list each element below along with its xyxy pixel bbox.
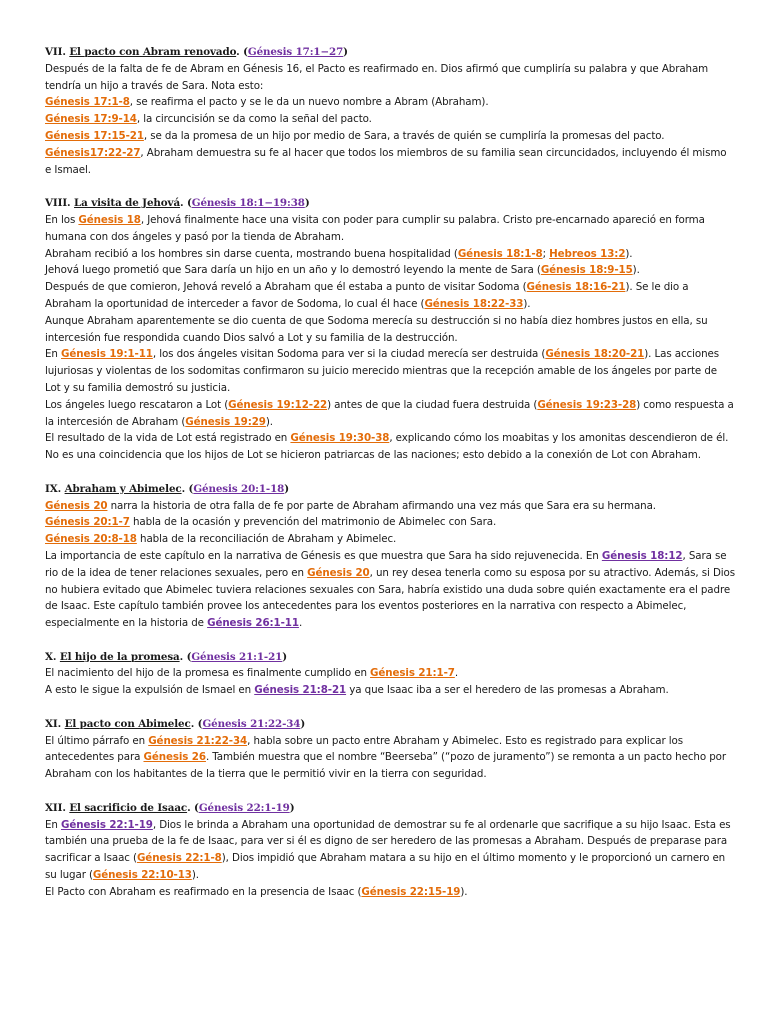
paragraph <box>45 548 735 632</box>
bible-reference-link[interactable]: Génesis 18:22-33 <box>424 297 524 310</box>
text-run: , se da la promesa de un hijo por medio de Sara, a través de quién se cumpliría la promesas del pacto. <box>143 129 665 142</box>
paragraph <box>45 246 735 263</box>
section-reference-link[interactable]: Génesis 21:1-21 <box>191 650 283 663</box>
bible-reference-link[interactable]: Génesis 18:1-8 <box>457 247 543 260</box>
section-title: X. El hijo de la promesa. (Génesis 21:1-21) <box>45 650 288 663</box>
text-run: Abraham recibió a los hombres sin darse cuenta, mostrando buena hospitalidad ( <box>45 247 458 260</box>
paragraph <box>45 884 735 901</box>
paragraph <box>45 430 735 464</box>
bible-reference-link[interactable]: Génesis 18 <box>78 213 141 226</box>
bible-reference-link[interactable]: Génesis 17:1-8 <box>45 96 130 109</box>
text-run: , Sara se rio de la idea de tener relaciones sexuales, pero en <box>45 549 727 579</box>
text-run: , habla sobre un pacto entre Abraham y Abimelec. Esto es registrado para explicar los antecedentes para <box>45 734 683 764</box>
bible-reference-link[interactable]: Génesis 17:9-14 <box>45 113 137 126</box>
paragraph <box>45 498 735 515</box>
paragraph <box>45 733 735 783</box>
section-name: El pacto con Abram renovado <box>69 46 237 58</box>
bible-reference-link[interactable]: Génesis 20 <box>307 566 370 579</box>
section-name: El hijo de la promesa <box>59 650 180 663</box>
text-run: Jehová luego prometió que Sara daría un hijo en un año y lo demostró leyendo la mente de Sara ( <box>45 264 541 277</box>
section-name: El pacto con Abimelec <box>64 717 191 730</box>
text-run: . También muestra que el nombre “Beerseba” (“pozo de juramento”) se remonta a un pacto hecho por Abraham con los habitantes de la tierra que le permitió vivir en la tierra con seguridad. <box>45 751 726 781</box>
text-run: ; <box>542 247 550 260</box>
text-run: , la circuncisión se da como la señal del pacto. <box>136 113 372 126</box>
section-reference-link[interactable]: Génesis 21:22-34 <box>202 717 301 730</box>
section-title: XI. El pacto con Abimelec. (Génesis 21:22-34) <box>45 717 306 730</box>
bible-reference-link[interactable]: Génesis 21:1-7 <box>370 667 455 680</box>
text-run: El Pacto con Abraham es reafirmado en la presencia de Isaac ( <box>45 885 362 898</box>
paragraph <box>45 262 735 279</box>
text-run: ). <box>625 247 633 260</box>
text-run: ya que Isaac iba a ser el heredero de las promesas a Abraham. <box>346 684 669 697</box>
section-number: VIII. <box>45 197 71 210</box>
bible-reference-link[interactable]: Génesis 22:1-8 <box>136 852 222 865</box>
text-run: ). <box>265 415 273 428</box>
text-run: ) antes de que la ciudad fuera destruida ( <box>327 398 538 411</box>
text-run: habla de la reconciliación de Abraham y Abimelec. <box>136 533 397 546</box>
text-run: Aunque Abraham aparentemente se dio cuenta de que Sodoma merecía su destrucción si no había diez hombres justos en ella, su intercesión fue respondida cuando Dios salvó a Lot y su familia de la destrucción. <box>45 314 708 344</box>
bible-reference-link[interactable]: Génesis 22:10-13 <box>92 869 192 882</box>
bible-reference-link[interactable]: Génesis 19:30-38 <box>290 432 390 445</box>
section <box>45 800 735 901</box>
paragraph <box>45 313 735 347</box>
bible-reference-link[interactable]: Génesis 22:1-19 <box>61 818 153 831</box>
section-number: XII. <box>45 801 66 814</box>
section <box>45 481 735 632</box>
section-reference-link[interactable]: Génesis 22:1-19 <box>198 801 290 814</box>
text-run: , Abraham demuestra su fe al hacer que todos los miembros de su familia sean circuncidados, incluyendo él mismo e Ismael. <box>45 146 727 176</box>
section-name: Abraham y Abimelec <box>64 482 182 495</box>
paragraph <box>45 665 735 682</box>
text-run: narra la historia de otra falla de fe por parte de Abraham afirmando una vez más que Sara era su hermana. <box>107 499 656 512</box>
text-run: El resultado de la vida de Lot está registrado en <box>45 432 291 445</box>
bible-reference-link[interactable]: Génesis 19:1-11 <box>61 348 153 361</box>
bible-reference-link[interactable]: Génesis 21:22-34 <box>148 734 248 747</box>
bible-reference-link[interactable]: Génesis 19:12-22 <box>228 398 328 411</box>
section-number: VII. <box>45 46 66 58</box>
bible-reference-link[interactable]: Génesis17:22-27 <box>45 146 141 159</box>
text-run: . <box>454 667 459 680</box>
paragraph <box>45 279 735 313</box>
section <box>45 195 735 464</box>
document-body <box>45 44 735 917</box>
paragraph <box>45 145 735 179</box>
bible-reference-link[interactable]: Génesis 20:1-7 <box>45 516 130 529</box>
paragraph <box>45 94 735 111</box>
bible-reference-link[interactable]: Hebreos 13:2 <box>549 247 626 260</box>
text-run: Los ángeles luego rescataron a Lot ( <box>45 398 229 411</box>
text-run: ). <box>632 264 640 277</box>
bible-reference-link[interactable]: Génesis 26 <box>143 751 206 764</box>
text-run: , los dos ángeles visitan Sodoma para ver si la ciudad merecía ser destruida ( <box>152 348 546 361</box>
text-run: ). <box>460 885 468 898</box>
paragraph <box>45 514 735 531</box>
text-run: ). <box>523 297 531 310</box>
bible-reference-link[interactable]: Génesis 21:8-21 <box>254 684 347 697</box>
bible-reference-link[interactable]: Génesis 18:20-21 <box>545 348 645 361</box>
paragraph <box>45 212 735 246</box>
text-run: ). Se le dio a Abraham la oportunidad de interceder a favor de Sodoma, lo cual él hace ( <box>45 281 689 310</box>
text-run: ). <box>191 869 199 882</box>
paragraph <box>45 61 735 95</box>
bible-reference-link[interactable]: Génesis 19:23-28 <box>537 398 637 411</box>
text-run: , se reafirma el pacto y se le da un nuevo nombre a Abram (Abraham). <box>129 96 489 109</box>
text-run: ) como respuesta a la intercesión de Abraham ( <box>45 398 734 428</box>
bible-reference-link[interactable]: Génesis 20 <box>45 499 108 512</box>
text-run: Después de la falta de fe de Abram en Génesis 16, el Pacto es reafirmado en. Dios afirmó que cumpliría su palabra y que Abraham tendría un hijo a través de Sara. Nota esto: <box>45 62 709 92</box>
text-run: ), Dios impidió que Abraham matara a su hijo en el último momento y le proporcionó un carnero en su lugar ( <box>45 852 726 882</box>
text-run: En <box>45 818 62 831</box>
paragraph <box>45 531 735 548</box>
text-run: El último párrafo en <box>45 734 149 747</box>
paragraph <box>45 817 735 884</box>
text-run: En los <box>45 213 79 226</box>
section-reference-link[interactable]: Génesis 20:1-18 <box>193 482 285 495</box>
text-run: , explicando cómo los moabitas y los amonitas descendieron de él. No es una coincidencia que los hijos de Lot se hicieron patriarcas de las naciones; esto debido a la conexión de Lot con Abraham. <box>45 432 729 462</box>
paragraph <box>45 346 735 396</box>
section-title: XII. El sacrificio de Isaac. (Génesis 22:1-19) <box>45 801 295 814</box>
text-run: Después de que comieron, Jehová reveló a Abraham que él estaba a punto de visitar Sodoma ( <box>45 281 527 294</box>
paragraph <box>45 111 735 128</box>
text-run: A esto le sigue la expulsión de Ismael en <box>45 684 255 697</box>
text-run: . <box>298 617 303 630</box>
bible-reference-link[interactable]: Génesis 20:8-18 <box>45 533 137 546</box>
paragraph <box>45 128 735 145</box>
section-title: VII. El pacto con Abram renovado. (Génesis 17:1−27) <box>45 46 348 58</box>
bible-reference-link[interactable]: Génesis 26:1-11 <box>207 617 299 630</box>
text-run: El nacimiento del hijo de la promesa es finalmente cumplido en <box>45 667 371 680</box>
text-run: La importancia de este capítulo en la narrativa de Génesis es que muestra que Sara ha sido rejuvenecida. En <box>45 549 602 562</box>
section-number: IX. <box>45 482 62 495</box>
section-reference-link[interactable]: Génesis 17:1−27 <box>247 46 344 58</box>
bible-reference-link[interactable]: Génesis 19:29 <box>185 415 266 428</box>
text-run: , un rey desea tenerla como su esposa por su atractivo. Además, si Dios no hubiera evitado que Abimelec tuviera relaciones sexuales con Sara, habría existido una duda sobre quién exactamente era el padre de Isaac. Este capítulo también provee los antecedentes para los eventos posteriores en la narrativa con respecto a Abimelec, especialmente en la historia de <box>45 566 736 630</box>
section-number: XI. <box>45 717 62 730</box>
bible-reference-link[interactable]: Génesis 18:12 <box>601 549 683 562</box>
text-run: , Jehová finalmente hace una visita con poder para cumplir su palabra. Cristo pre-encarnado apareció en forma humana con dos ángeles y pasó por la tienda de Abraham. <box>45 213 705 243</box>
text-run: habla de la ocasión y prevención del matrimonio de Abimelec con Sara. <box>129 516 497 529</box>
bible-reference-link[interactable]: Génesis 18:16-21 <box>526 281 626 294</box>
section-title: VIII. La visita de Jehová. (Génesis 18:1−19:38) <box>45 197 310 210</box>
section <box>45 716 735 783</box>
bible-reference-link[interactable]: Génesis 17:15-21 <box>45 129 144 142</box>
bible-reference-link[interactable]: Génesis 18:9-15 <box>540 264 633 277</box>
text-run: , Dios le brinda a Abraham una oportunidad de demostrar su fe al ordenarle que sacrifique a su hijo Isaac. Esta es también una prueba de la fe de Isaac, para ver si él es digno de ser heredero de las promesas a Abraham. Después de preparase para sacrificar a Isaac ( <box>45 818 731 865</box>
section-reference-link[interactable]: Génesis 18:1−19:38 <box>191 197 305 210</box>
section <box>45 649 735 699</box>
section <box>45 44 735 178</box>
paragraph <box>45 682 735 699</box>
section-name: La visita de Jehová <box>74 197 181 210</box>
bible-reference-link[interactable]: Génesis 22:15-19 <box>361 885 461 898</box>
section-title: IX. Abraham y Abimelec. (Génesis 20:1-18) <box>45 482 289 495</box>
section-name: El sacrificio de Isaac <box>69 801 188 814</box>
paragraph <box>45 397 735 431</box>
text-run: ). Las acciones lujuriosas y violentas de los sodomitas confirmaron su juicio merecido mientras que la recepción amable de los ángeles por parte de Lot y su familia demostró su justicia. <box>45 348 720 394</box>
section-number: X. <box>45 650 57 663</box>
text-run: En <box>45 348 62 361</box>
